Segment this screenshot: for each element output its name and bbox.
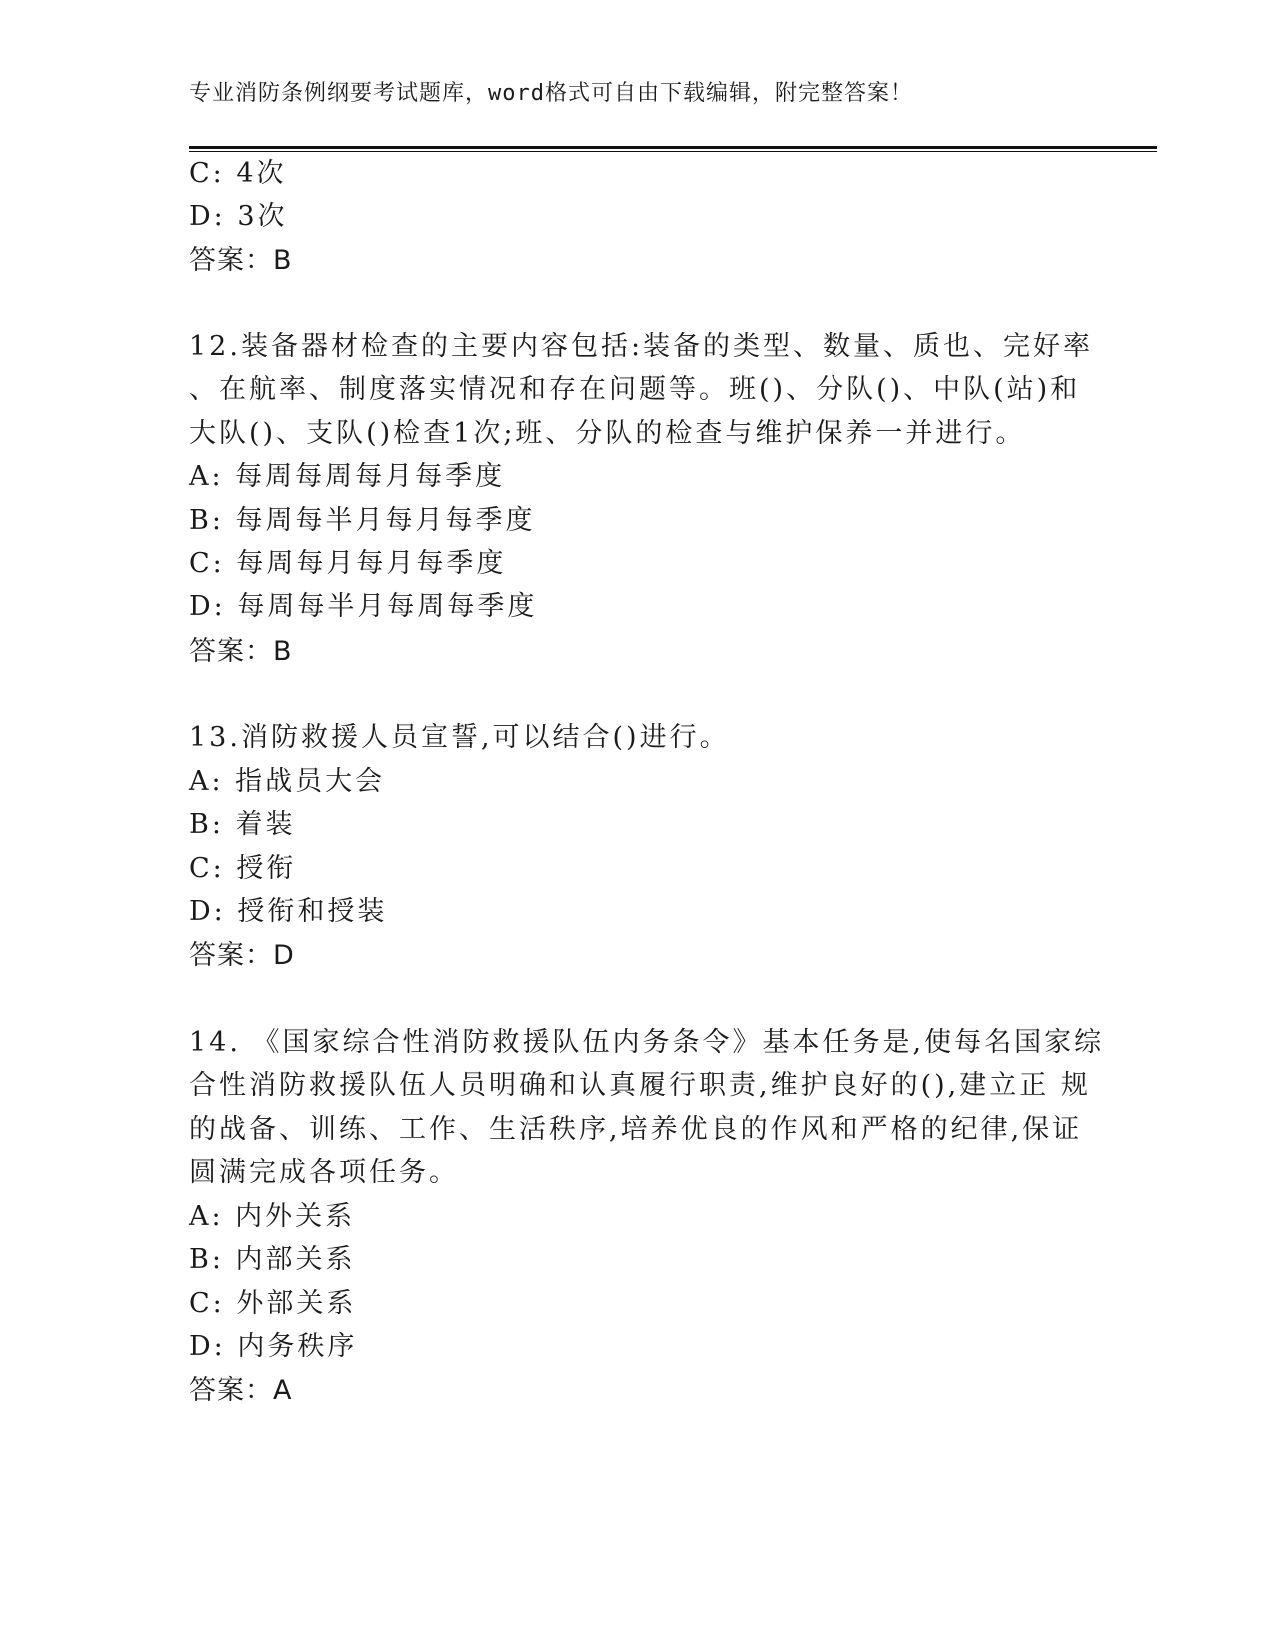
option-d: D: 内务秩序 — [189, 1331, 358, 1362]
answer: 答案：B — [189, 245, 293, 276]
question-14-line-4: 圆满完成各项任务。 — [189, 1157, 459, 1188]
question-12-line-3: 大队()、支队()检查1次;班、分队的检查与维护保养一并进行。 — [189, 418, 1026, 449]
option-b: B: 内部关系 — [189, 1244, 356, 1275]
option-d: D: 3次 — [189, 201, 288, 232]
header-rule-thick — [189, 146, 1157, 149]
question-12-line-1: 12.装备器材检查的主要内容包括:装备的类型、数量、质也、完好率 — [189, 331, 1094, 362]
question-14-line-3: 的战备、训练、工作、生活秩序,培养优良的作风和严格的纪律,保证 — [189, 1114, 1083, 1145]
header-rule-thin — [189, 151, 1157, 152]
option-c: C: 外部关系 — [189, 1288, 357, 1319]
option-a: A: 内外关系 — [189, 1201, 356, 1232]
option-d: D: 授衔和授装 — [189, 896, 388, 927]
answer: 答案：A — [189, 1375, 293, 1406]
option-a: A: 指战员大会 — [189, 766, 386, 797]
question-14-line-2: 合性消防救援队伍人员明确和认真履行职责,维护良好的(),建立正 规 — [189, 1070, 1091, 1101]
question-14-line-1: 14. 《国家综合性消防救援队伍内务条令》基本任务是,使每名国家综 — [189, 1027, 1105, 1058]
option-b: B: 着装 — [189, 809, 296, 840]
page-header: 专业消防条例纲要考试题库，word格式可自由下载编辑，附完整答案！ — [189, 81, 913, 106]
answer: 答案：D — [189, 940, 295, 971]
option-c: C: 每周每月每月每季度 — [189, 548, 507, 579]
question-13-line-1: 13.消防救援人员宣誓,可以结合()进行。 — [189, 722, 730, 753]
option-c: C: 授衔 — [189, 853, 297, 884]
option-c: C: 4次 — [189, 158, 287, 189]
option-d: D: 每周每半月每周每季度 — [189, 591, 538, 622]
question-12-line-2: 、在航率、制度落实情况和存在问题等。班()、分队()、中队(站)和 — [189, 374, 1081, 405]
option-a: A: 每周每周每月每季度 — [189, 461, 506, 492]
option-b: B: 每周每半月每月每季度 — [189, 505, 536, 536]
answer: 答案：B — [189, 636, 293, 667]
